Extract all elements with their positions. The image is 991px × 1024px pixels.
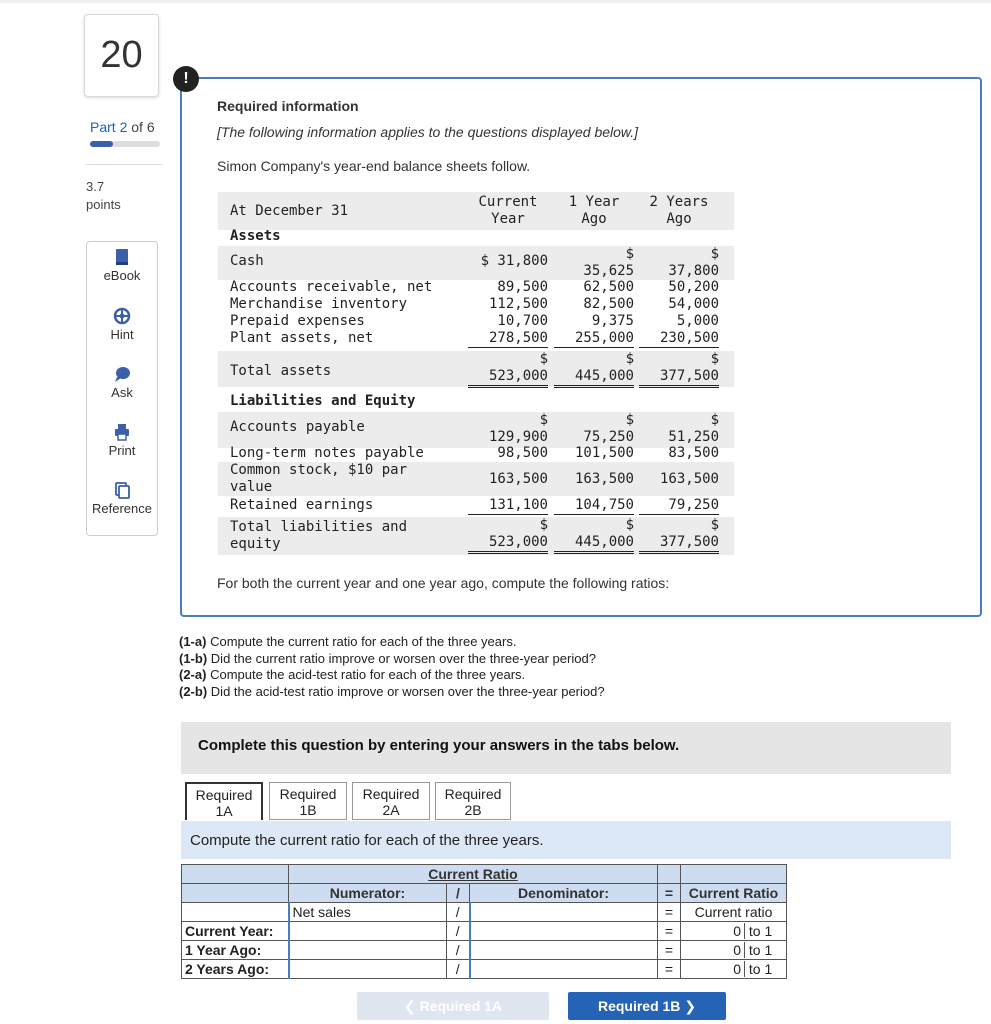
bs-ar-2yr: 50,200 [668,279,719,295]
row-label-current-year: Current Year: [182,922,289,941]
tab-label-line1: Required [362,786,420,802]
ratio-result-suffix: to 1 [748,961,773,977]
bs-cash-label: Cash [230,253,264,269]
bs-row-total-le [218,517,734,555]
bs-header-row [218,192,734,230]
bs-assets-heading-text: Assets [230,228,281,244]
bs-ar-label: Accounts receivable, net [230,279,433,295]
tab-instruction: Compute the current ratio for each of the three years. [190,832,544,849]
denominator-input[interactable] [470,960,658,979]
bs-lt-1yr: 101,500 [574,445,634,461]
hint-icon [113,307,131,325]
bs-ap-label: Accounts payable [230,419,365,435]
divide-sign: / [447,960,470,979]
bs-col-1yr: 1 Year Ago [568,194,620,227]
bs-ar-1yr: 62,500 [583,279,634,295]
tab-label-line2: 1A [215,803,233,819]
bs-prep-2yr: 5,000 [676,313,719,329]
divide-sign: / [447,922,470,941]
equals-sign: = [658,960,681,979]
row-label-1-year-ago: 1 Year Ago: [182,941,289,960]
bs-cash-cur: $ 31,800 [480,253,548,269]
question-item [179,684,605,701]
bs-cs-2yr: 163,500 [659,471,719,487]
bs-cash-2yr: $ 37,800 [668,246,719,279]
required-info-note: [The following information applies to the questions displayed below.] [217,124,639,140]
bs-row-ap [218,412,734,448]
part-indicator [90,119,155,135]
bs-row-prepaid [218,313,734,330]
ratio-title-spacer [658,865,681,884]
ratio-result-value: 0 [681,961,745,977]
tab-label-line1: Required [195,787,253,803]
bs-re-2yr: 79,250 [639,497,719,515]
ratio-table-title: Current Ratio [289,865,658,884]
bs-inv-cur: 112,500 [488,296,548,312]
prev-required-button[interactable] [357,992,549,1020]
bs-lt-cur: 98,500 [497,445,548,461]
bs-ta-2yr: $ 377,500 [639,351,719,388]
bs-re-1yr: 104,750 [554,497,634,515]
question-number-text: 20 [100,34,143,76]
tab-required-1b[interactable] [269,782,347,820]
equals-header: = [658,884,681,903]
bs-re-cur: 131,100 [468,497,548,515]
part-of: of 6 [131,119,155,135]
bs-plant-label: Plant assets, net [230,330,374,346]
tab-label-line2: 2B [464,802,482,818]
bs-ta-cur: $ 523,000 [468,351,548,388]
denominator-header: Denominator: [470,884,658,903]
numerator-input[interactable] [289,941,447,960]
ask-label: Ask [111,385,133,400]
ebook-label: eBook [103,268,141,283]
top-divider [0,0,991,3]
bs-prep-label: Prepaid expenses [230,313,365,329]
denominator-input[interactable] [470,922,658,941]
ratio-result [681,941,787,960]
bs-inv-1yr: 82,500 [583,296,634,312]
question-text: Did the current ratio improve or worsen over the three-year period? [210,650,596,666]
bs-plant-1yr: 255,000 [554,330,634,348]
bs-row-plant [218,330,734,348]
question-number [84,14,159,97]
numerator-select[interactable] [289,903,447,922]
next-button-label: Required 1B [597,998,681,1014]
bs-ta-1yr: $ 445,000 [554,351,634,388]
denominator-input[interactable] [470,941,658,960]
ratio-result-value: 0 [681,923,745,939]
reference-icon [113,481,131,499]
reference-label: Reference [92,501,152,516]
bs-col-current: Current Year [478,194,538,227]
bs-plant-cur: 278,500 [468,330,548,348]
numerator-header: Numerator: [289,884,447,903]
question-text: Compute the current ratio for each of the three years. [210,634,517,649]
bs-row-common-stock [218,462,734,496]
bs-le-heading-text: Liabilities and Equity [230,393,416,409]
rail-divider [86,164,162,165]
part-progress-bar [90,141,160,147]
blank-label-cell [182,903,289,922]
ratio-result-suffix: to 1 [748,923,773,939]
bs-cs-1yr: 163,500 [574,471,634,487]
divide-sign: / [447,941,470,960]
question-item [179,651,605,668]
hint-label: Hint [110,327,134,342]
bs-plant-2yr: 230,500 [639,330,719,348]
bs-row-total-assets [218,351,734,387]
ebook-button[interactable] [87,248,157,283]
bs-tle-cur: $ 523,000 [468,517,548,554]
print-button[interactable] [87,423,157,458]
tab-label-line2: 1B [299,802,317,818]
row-label-2-years-ago: 2 Years Ago: [182,960,289,979]
bs-prep-cur: 10,700 [497,313,548,329]
print-icon [113,423,131,441]
numerator-select-value: Net sales [292,904,351,920]
question-tag: (2-a) [179,667,207,682]
numerator-input[interactable] [289,922,447,941]
bs-col-2yr: 2 Years Ago [649,194,709,227]
bs-assets-heading [218,228,734,246]
alert-icon: ! [173,66,199,92]
bs-header-label: At December 31 [230,203,349,219]
bs-inv-label: Merchandise inventory [230,296,408,312]
balance-sheet-intro: Simon Company's year-end balance sheets follow. [217,158,531,174]
ratio-result [681,922,787,941]
complete-banner: Complete this question by entering your answers in the tabs below. [181,722,951,774]
part-progress-fill [90,141,113,147]
question-tag: (1-a) [179,634,207,649]
bs-cash-1yr: $ 35,625 [583,246,634,279]
bs-row-ltnotes [218,445,734,462]
ratio-title-spacer [681,865,787,884]
question-tag: (1-b) [179,650,208,666]
question-text: Compute the acid-test ratio for each of the three years. [210,667,526,682]
bs-tle-2yr: $ 377,500 [639,517,719,554]
question-tag: (2-b) [179,683,208,699]
bs-cs-cur: 163,500 [488,471,548,487]
result-header: Current Ratio [681,884,787,903]
ratio-result-suffix: to 1 [748,942,773,958]
denominator-select[interactable] [470,903,658,922]
tab-required-2b[interactable] [435,782,511,820]
ask-icon [113,365,131,383]
tab-label-line1: Required [279,786,337,802]
tab-required-1a[interactable] [185,782,263,820]
points-label: points [86,197,121,212]
bs-ta-label: Total assets [230,363,332,379]
bs-le-heading [218,393,734,411]
bs-row-cash [218,246,734,280]
ratio-result-value: 0 [681,942,745,958]
chevron-left-icon: ❮ [403,998,416,1014]
bs-lt-label: Long-term notes payable [230,445,424,461]
result-label: Current ratio [681,903,787,922]
hint-button[interactable] [87,307,157,342]
bs-ap-2yr: $ 51,250 [668,412,719,445]
question-item [179,667,605,684]
current-ratio-table [181,864,787,979]
divide-sign: / [447,903,470,922]
tools-panel [86,241,158,536]
equals-sign: = [658,941,681,960]
bs-inv-2yr: 54,000 [668,296,719,312]
chevron-right-icon: ❯ [684,998,697,1014]
ebook-icon [113,248,131,266]
bs-row-inventory [218,296,734,313]
required-info-title: Required information [217,98,359,114]
bs-ap-1yr: $ 75,250 [583,412,634,445]
bs-ap-cur: $ 129,900 [488,412,548,445]
question-text: Did the acid-test ratio improve or worsen over the three-year period? [210,683,605,699]
bs-row-retained [218,497,734,515]
reference-button[interactable] [87,481,157,516]
ratios-instruction: For both the current year and one year ago, compute the following ratios: [217,575,670,591]
bs-prep-1yr: 9,375 [591,313,634,329]
bs-ar-cur: 89,500 [497,279,548,295]
next-required-button[interactable] [568,992,726,1020]
numerator-input[interactable] [289,960,447,979]
question-item [179,634,605,651]
divide-header: / [447,884,470,903]
equals-sign: = [658,922,681,941]
label-col-header [182,884,289,903]
question-list [179,634,605,700]
tab-label-line1: Required [444,786,502,802]
bs-lt-2yr: 83,500 [668,445,719,461]
ratio-result [681,960,787,979]
points-value: 3.7 [86,179,105,194]
tab-label-line2: 2A [382,802,400,818]
ratio-title-spacer [182,865,289,884]
bs-re-label: Retained earnings [230,497,374,513]
bs-cs-label: Common stock, $10 par value [230,462,408,495]
print-label: Print [108,443,136,458]
bs-tle-label: Total liabilities and equity [230,519,408,552]
ask-button[interactable] [87,365,157,400]
part-label: Part 2 [90,119,128,135]
prev-button-label: Required 1A [419,998,503,1014]
bs-row-ar [218,279,734,296]
bs-tle-1yr: $ 445,000 [554,517,634,554]
tab-required-2a[interactable] [352,782,430,820]
equals-sign: = [658,903,681,922]
points-display [86,178,121,214]
